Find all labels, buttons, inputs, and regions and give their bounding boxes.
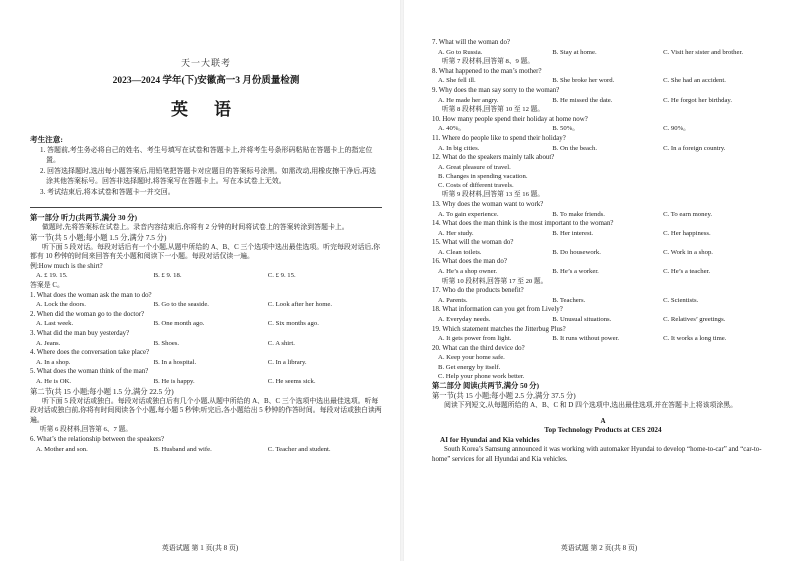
option-a: A. He is OK. — [36, 377, 72, 385]
question-text: 18. What information can you get from Lively? — [432, 306, 563, 314]
option-b: B. 50%。 — [552, 125, 579, 133]
option-a: A. Lock the doors. — [36, 301, 86, 309]
question-block — [432, 200, 774, 219]
question-text: 19. Which statement matches the Jitterbug Plus? — [432, 325, 566, 333]
option-a: A. Parents. — [438, 296, 468, 304]
section2-intro: 听下面 5 段对话或独白。每段对话或独白后有几个小题,从题中所给的 A、B、C 三个选项中选出最佳选项。听每段对话或独白前,你将有时间阅读各个小题,每小题 5 秒钟;听完后,各小题给出 5 秒钟的作答时间。每段对话或独白读两遍。 — [30, 397, 382, 424]
passage-label: A — [600, 416, 606, 425]
question-text: 15. What will the woman do? — [432, 239, 514, 247]
option-c: C. It works a long time. — [663, 335, 727, 343]
option-a: A. He’s a shop owner. — [438, 268, 498, 276]
option-c: C. Relatives’ greetings. — [663, 316, 726, 324]
option-b: B. One month ago. — [153, 320, 205, 328]
option-b: B. She broke her word. — [552, 77, 615, 85]
option-c: C. Teacher and student. — [267, 445, 331, 453]
option-a: A. To gain experience. — [438, 210, 499, 218]
passage-text: South Korea’s Samsung announced it was working with automaker Hyundai to develop “home-to-car” and “car-to-home” services for all Hyundai and Kia vehicles. — [432, 446, 762, 463]
passage-subheading: AI for Hyundai and Kia vehicles — [440, 435, 540, 444]
option-b: B. Husband and wife. — [153, 445, 212, 453]
option-b: B. In a hospital. — [153, 358, 197, 366]
page-footer: 英语试题 第 1 页(共 8 页) — [161, 544, 239, 552]
listening-note: 听第 7 段材料,回答第 8、9 题。 — [442, 58, 534, 66]
question-text: 10. How many people spend their holiday at home now? — [432, 115, 588, 123]
option-a: A. Keep your home safe. — [438, 354, 505, 362]
option-b: B. £ 9. 18. — [153, 272, 182, 280]
option-b: B. Changes in spending vacation. — [438, 172, 528, 180]
option-b: B. It runs without power. — [552, 335, 620, 343]
question-block — [432, 67, 774, 86]
question-text: 16. What does the man do? — [432, 258, 507, 266]
question-block — [432, 257, 774, 276]
option-c: C. Help your phone work better. — [438, 372, 525, 380]
option-a: A. Everyday needs. — [438, 316, 491, 324]
option-a: A. Last week. — [36, 320, 74, 328]
option-a: A. In a shop. — [36, 358, 71, 366]
section1-heading: 第一节(共 5 小题;每小题 1.5 分,满分 7.5 分) — [30, 232, 167, 242]
note-item: 2. 回答选择题时,选出每小题答案后,用铅笔把答题卡对应题目的答案标号涂黑。如需改动,用橡皮擦干净后,再选涂其他答案标号。回答非选择题时,将答案写在答题卡上。写在本试卷上无效。 — [40, 166, 376, 186]
option-c: C. She had an accident. — [663, 77, 726, 85]
divider — [30, 207, 382, 208]
option-b: B. On the beach. — [552, 144, 597, 152]
option-c: C. A shirt. — [267, 339, 295, 347]
option-a: A. £ 19. 15. — [36, 272, 68, 280]
option-c: C. Work in a shop. — [663, 248, 713, 256]
option-b: B. Go to the seaside. — [153, 301, 209, 309]
question-block — [432, 115, 774, 134]
option-a: A. Mother and son. — [36, 445, 88, 453]
option-b: B. Unusual situations. — [552, 316, 612, 324]
section2-heading: 第二节(共 15 小题;每小题 1.5 分,满分 22.5 分) — [30, 386, 174, 396]
part1-heading: 第一部分 听力(共两节,满分 30 分) — [30, 213, 138, 223]
option-a: A. It gets power from light. — [438, 335, 512, 343]
question-text: 17. Who do the products benefit? — [432, 287, 524, 295]
right-page — [404, 0, 794, 561]
option-a: A. Great pleasure of travel. — [438, 163, 511, 171]
option-c: C. Visit her sister and brother. — [663, 48, 744, 56]
question-block — [30, 329, 382, 348]
question-block — [30, 348, 382, 367]
question-text: 2. When did the woman go to the doctor? — [30, 310, 145, 318]
question-block — [432, 305, 774, 324]
question-text: 12. What do the speakers mainly talk about? — [432, 154, 555, 162]
option-b: B. Stay at home. — [552, 48, 597, 56]
option-a: A. 40%。 — [438, 125, 466, 133]
option-b: B. Do housework. — [552, 248, 601, 256]
question-text: 20. What can the third device do? — [432, 344, 525, 352]
passage-title: Top Technology Products at CES 2024 — [544, 426, 662, 435]
section1-intro: 听下面 5 段对话。每段对话后有一个小题,从题中所给的 A、B、C 三个选项中选出最佳选项。听完每段对话后,你都有 10 秒钟的时间来回答有关小题和阅读下一小题。每段对话仅读一遍。 — [30, 243, 381, 261]
question-text: 7. What will the woman do? — [432, 39, 510, 46]
question-block — [432, 153, 774, 190]
option-b: B. He missed the date. — [552, 96, 613, 104]
option-b: B. To make friends. — [552, 210, 605, 218]
part2-section1-heading: 第一节(共 15 小题;每小题 2.5 分,满分 37.5 分) — [432, 391, 576, 401]
question-block — [30, 310, 382, 329]
organization-name: 天一大联考 — [180, 58, 231, 68]
question-block — [30, 435, 382, 454]
option-a: A. She fell ill. — [438, 77, 476, 85]
example-question: 例:How much is the shirt? — [30, 262, 103, 270]
option-c: C. In a library. — [267, 358, 307, 366]
question-text: 11. Where do people like to spend their holiday? — [432, 134, 566, 142]
listening-note: 听第 9 段材料,回答第 13 至 16 题。 — [442, 191, 544, 199]
part2-intro: 阅读下列短文,从每题所给的 A、B、C 和 D 四个选项中,选出最佳选项,并在答题卡上将该项涂黑。 — [444, 402, 738, 410]
notes-heading: 考生注意: — [30, 135, 63, 144]
subject-title: 英 语 — [171, 100, 241, 120]
question-text: 8. What happened to the man’s mother? — [432, 67, 542, 75]
option-a: A. Go to Russia. — [438, 48, 483, 56]
option-a: A. He made her angry. — [438, 96, 499, 104]
example-options — [30, 271, 382, 281]
option-c: C. Look after her home. — [267, 301, 333, 309]
question-text: 14. What does the man think is the most important to the woman? — [432, 220, 614, 228]
part1-intro: 做题时,先将答案标在试卷上。录音内容结束后,你将有 2 分钟的时间将试卷上的答案转涂到答题卡上。 — [42, 224, 349, 232]
option-c: C. 90%。 — [663, 125, 690, 133]
listening-note: 听第 10 段材料,回答第 17 至 20 题。 — [442, 277, 548, 285]
exam-title: 2023—2024 学年(下)安徽高一3 月份质量检测 — [112, 76, 300, 86]
option-c: C. Her happiness. — [663, 229, 711, 237]
option-c: C. Costs of different travels. — [438, 182, 514, 190]
question-block — [30, 291, 382, 310]
option-c: C. To earn money. — [663, 210, 713, 218]
option-c: C. He’s a teacher. — [663, 268, 711, 276]
question-text: 6. What’s the relationship between the speakers? — [30, 435, 165, 443]
question-block — [432, 38, 774, 57]
question-block — [432, 134, 774, 153]
question-block — [30, 367, 382, 386]
page-footer: 英语试题 第 2 页(共 8 页) — [560, 544, 638, 552]
option-b: B. He is happy. — [153, 377, 195, 385]
question-block — [432, 219, 774, 238]
option-a: A. In big cities. — [438, 144, 480, 152]
option-a: A. Jeans. — [36, 339, 61, 347]
option-b: B. Teachers. — [552, 296, 586, 304]
option-b: B. Her interest. — [552, 229, 594, 237]
option-a: A. Clean toilets. — [438, 248, 482, 256]
question-text: 1. What does the woman ask the man to do? — [30, 291, 152, 299]
question-text: 13. Why does the woman want to work? — [432, 200, 544, 208]
option-c: C. Six months ago. — [267, 320, 319, 328]
question-text: 9. Why does the man say sorry to the woman? — [432, 86, 560, 94]
note-item: 1. 答题前,考生务必将自己的姓名、考生号填写在试卷和答题卡上,并将考生号条形码粘贴在答题卡上的指定位置。 — [40, 146, 373, 165]
question-block — [432, 86, 774, 105]
question-block — [432, 286, 774, 305]
option-c: C. In a foreign country. — [663, 144, 726, 152]
note-item: 3. 考试结束后,将本试卷和答题卡一并交回。 — [40, 187, 175, 196]
listening-note: 听第 8 段材料,回答第 10 至 12 题。 — [442, 106, 544, 114]
question-block — [432, 238, 774, 257]
option-b: B. He’s a worker. — [552, 268, 599, 276]
option-b: B. Get energy by itself. — [438, 363, 501, 371]
question-text: 5. What does the woman think of the man? — [30, 368, 149, 376]
option-c: C. Scientists. — [663, 296, 699, 304]
option-c: C. He seems sick. — [267, 377, 316, 385]
question-text: 3. What did the man buy yesterday? — [30, 329, 130, 337]
option-c: C. He forgot her birthday. — [663, 96, 733, 104]
option-a: A. Her study. — [438, 229, 474, 237]
part2-heading: 第二部分 阅读(共两节,满分 50 分) — [432, 381, 540, 391]
option-b: B. Shoes. — [153, 339, 180, 347]
option-c: C. £ 9. 15. — [267, 272, 296, 280]
example-answer: 答案是 C。 — [30, 282, 64, 289]
question-block — [432, 344, 774, 381]
listening-note: 听第 6 段材料,回答第 6、7 题。 — [40, 426, 132, 434]
question-block — [432, 325, 774, 344]
question-text: 4. Where does the conversation take place? — [30, 349, 150, 357]
